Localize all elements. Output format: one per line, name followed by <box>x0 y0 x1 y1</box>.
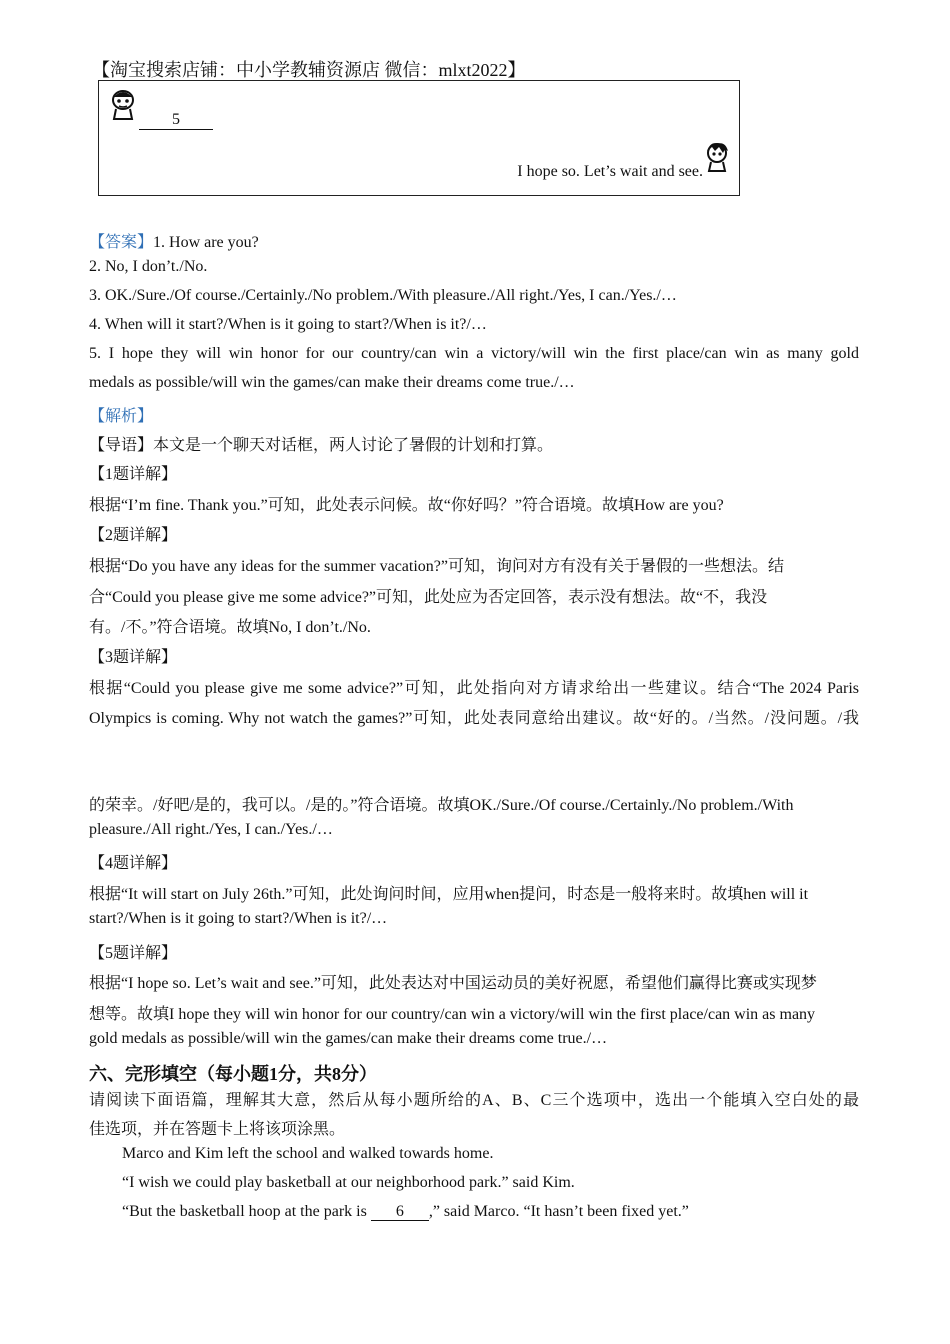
q5-title: 【5题详解】 <box>89 945 178 962</box>
answer-blank-6[interactable]: 6 <box>371 1204 429 1221</box>
answer-line-5a: 5. I hope they will win honor for our country/can win a victory/will win the first place/can win as many gold <box>89 345 859 362</box>
q2-title: 【2题详解】 <box>89 527 178 544</box>
right-avatar-icon <box>703 141 731 173</box>
answer-line-1: 【答案】1. How are you? <box>89 234 259 251</box>
q4-line-1: 根据“It will start on July 26th.”可知，此处询问时间，应用when提问，时态是一般将来时。故填hen will it <box>89 886 809 903</box>
q4-line-2: start?/When is it going to start?/When is it?/… <box>89 910 388 927</box>
q3-line-3: 的荣幸。/好吧/是的，我可以。/是的。”符合语境。故填OK./Sure./Of course./Certainly./No problem./With <box>89 797 794 814</box>
answer-line-4: 4. When will it start?/When is it going to start?/When is it?/… <box>89 316 487 333</box>
q1-text: 根据“I’m fine. Thank you.”可知，此处表示问候。故“你好吗？”符合语境。故填How are you? <box>89 497 724 514</box>
passage-paragraph-1: Marco and Kim left the school and walked towards home. <box>122 1145 494 1162</box>
q3-line-4: pleasure./All right./Yes, I can./Yes./… <box>89 821 333 838</box>
passage-paragraph-3: “But the basketball hoop at the park is 6 ,” said Marco. “It hasn’t been fixed yet.” <box>122 1203 689 1220</box>
analysis-label: 【解析】 <box>89 408 154 425</box>
section-six-instructions-1: 请阅读下面语篇，理解其大意，然后从每小题所给的A、B、C三个选项中，选出一个能填入空白处的最 <box>89 1092 859 1109</box>
q5-line-2: 想等。故填I hope they will win honor for our country/can win a victory/will win the first place/can win as many <box>89 1006 816 1023</box>
q2-line-1: 根据“Do you have any ideas for the summer vacation?”可知，询问对方有没有关于暑假的一些想法。结 <box>89 558 784 575</box>
q2-line-3: 有。/不。”符合语境。故填No, I don’t./No. <box>89 619 371 636</box>
answer-line-2: 2. No, I don’t./No. <box>89 258 208 275</box>
analysis-intro: 【导语】本文是一个聊天对话框，两人讨论了暑假的计划和打算。 <box>89 437 554 454</box>
q1-title: 【1题详解】 <box>89 466 178 483</box>
q5-line-1: 根据“I hope so. Let’s wait and see.”可知，此处表达对中国运动员的美好祝愿，希望他们赢得比赛或实现梦 <box>89 975 817 992</box>
passage-paragraph-2: “I wish we could play basketball at our neighborhood park.” said Kim. <box>122 1174 575 1191</box>
answer-line-5b: medals as possible/will win the games/can make their dreams come true./… <box>89 374 575 391</box>
answer-label: 【答案】 <box>89 234 154 251</box>
page-header: 【淘宝搜索店铺：中小学教辅资源店 微信：mlxt2022】 <box>92 60 526 80</box>
q5-line-3: gold medals as possible/will win the games/can make their dreams come true./… <box>89 1030 608 1047</box>
answer-blank-5: 5 <box>139 111 213 130</box>
chat-reply-text: I hope so. Let’s wait and see. <box>517 163 703 180</box>
q3-line-2: Olympics is coming. Why not watch the games?”可知，此处表同意给出建议。故“好的。/当然。/没问题。/我 <box>89 710 859 727</box>
q3-line-1: 根据“Could you please give me some advice?”可知，此处指向对方请求给出一些建议。结合“The 2024 Paris <box>89 680 859 697</box>
answer-line-3: 3. OK./Sure./Of course./Certainly./No problem./With pleasure./All right./Yes, I can./Yes./… <box>89 287 677 304</box>
chat-dialog-box <box>98 80 740 196</box>
q4-title: 【4题详解】 <box>89 855 178 872</box>
q2-line-2: 合“Could you please give me some advice?”可知，此处应为否定回答，表示没有想法。故“不，我没 <box>89 589 768 606</box>
left-avatar-icon <box>109 89 137 121</box>
q3-title: 【3题详解】 <box>89 649 178 666</box>
section-six-instructions-2: 佳选项，并在答题卡上将该项涂黑。 <box>89 1121 346 1138</box>
section-six-title: 六、完形填空（每小题1分，共8分） <box>89 1064 377 1084</box>
